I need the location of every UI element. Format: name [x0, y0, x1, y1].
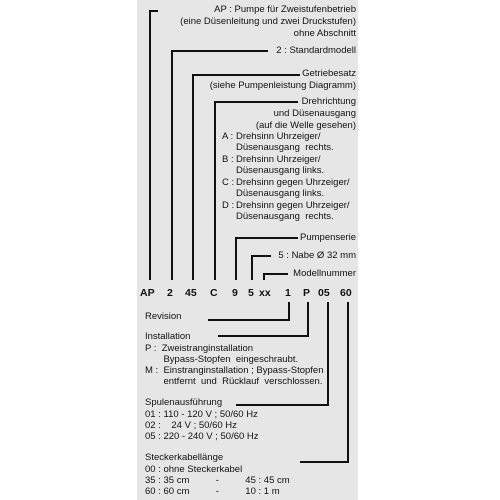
- rotation-option-text: Düsenausgang links.: [236, 165, 325, 176]
- label-coil: Spulenausführung: [145, 397, 223, 408]
- code-coil: 05: [318, 287, 330, 299]
- code-gear-set: 45: [185, 287, 197, 299]
- rotation-option-key: D :: [222, 200, 235, 211]
- label-rotation: Drehrichtung: [301, 96, 356, 107]
- code-ap: AP: [140, 287, 155, 299]
- code-cable: 60: [340, 287, 352, 299]
- label-rotation-line: und Düsenausgang: [273, 108, 356, 119]
- rotation-option-key: C :: [222, 177, 235, 188]
- label-cable: Steckerkabellänge: [145, 452, 224, 463]
- coil-line: 02 : 24 V ; 50/60 Hz: [145, 420, 237, 431]
- coil-line: 01 : 110 - 120 V ; 50/60 Hz: [145, 409, 258, 420]
- code-hub: 5: [248, 287, 254, 299]
- installation-line: M : Einstranginstallation ; Bypass-Stopfen: [145, 365, 324, 376]
- rotation-option-text: Düsenausgang rechts.: [236, 211, 334, 222]
- label-revision: Revision: [145, 311, 182, 322]
- label-gear-set: Getriebesatz: [302, 68, 356, 79]
- cable-line: 00 : ohne Steckerkabel: [145, 464, 243, 475]
- rotation-option-text: Drehsinn Uhrzeiger/: [236, 131, 321, 142]
- label-gear-set-line: (siehe Pumpenleistung Diagramm): [209, 80, 356, 91]
- label-pump-type-line: (eine Düsenleitung und zwei Druckstufen): [180, 16, 356, 27]
- rotation-option-text: Düsenausgang links.: [236, 188, 325, 199]
- coil-line: 05 : 220 - 240 V ; 50/60 Hz: [145, 431, 259, 442]
- code-model-number: xx: [259, 287, 271, 299]
- line-pump-type: [150, 11, 158, 280]
- cable-line: 35 : 35 cm - 45 : 45 cm: [145, 475, 290, 486]
- rotation-option-text: Drehsinn gegen Uhrzeiger/: [236, 200, 350, 211]
- label-model: 2 : Standardmodell: [276, 45, 356, 56]
- line-revision: [208, 302, 289, 320]
- label-pump-series: Pumpenserie: [300, 232, 356, 243]
- code-rotation: C: [210, 287, 218, 299]
- label-installation: Installation: [145, 331, 191, 342]
- code-pump-series: 9: [232, 287, 238, 299]
- rotation-option-key: B :: [222, 154, 234, 165]
- rotation-option-text: Düsenausgang rechts.: [236, 142, 334, 153]
- cable-line: 60 : 60 cm - 10 : 1 m: [145, 486, 280, 497]
- line-model-number: [264, 274, 288, 280]
- rotation-option-text: Drehsinn Uhrzeiger/: [236, 154, 321, 165]
- label-rotation-line: (auf die Welle gesehen): [255, 120, 356, 131]
- rotation-option-text: Drehsinn gegen Uhrzeiger/: [236, 177, 350, 188]
- installation-line: entfernt und Rücklauf verschlossen.: [145, 376, 323, 387]
- line-hub: [252, 256, 271, 280]
- label-hub: 5 : Nabe Ø 32 mm: [278, 250, 356, 261]
- label-pump-type-line: ohne Abschnitt: [293, 28, 356, 39]
- installation-line: P : Zweistranginstallation: [145, 343, 254, 354]
- code-installation: P: [303, 287, 311, 299]
- label-model-number: Modellnummer: [293, 268, 356, 279]
- code-model: 2: [167, 287, 173, 299]
- code-revision: 1: [285, 287, 291, 299]
- rotation-option-key: A :: [222, 131, 234, 142]
- label-pump-type: AP : Pumpe für Zweistufenbetrieb: [214, 4, 356, 15]
- installation-line: Bypass-Stopfen eingeschraubt.: [145, 354, 299, 365]
